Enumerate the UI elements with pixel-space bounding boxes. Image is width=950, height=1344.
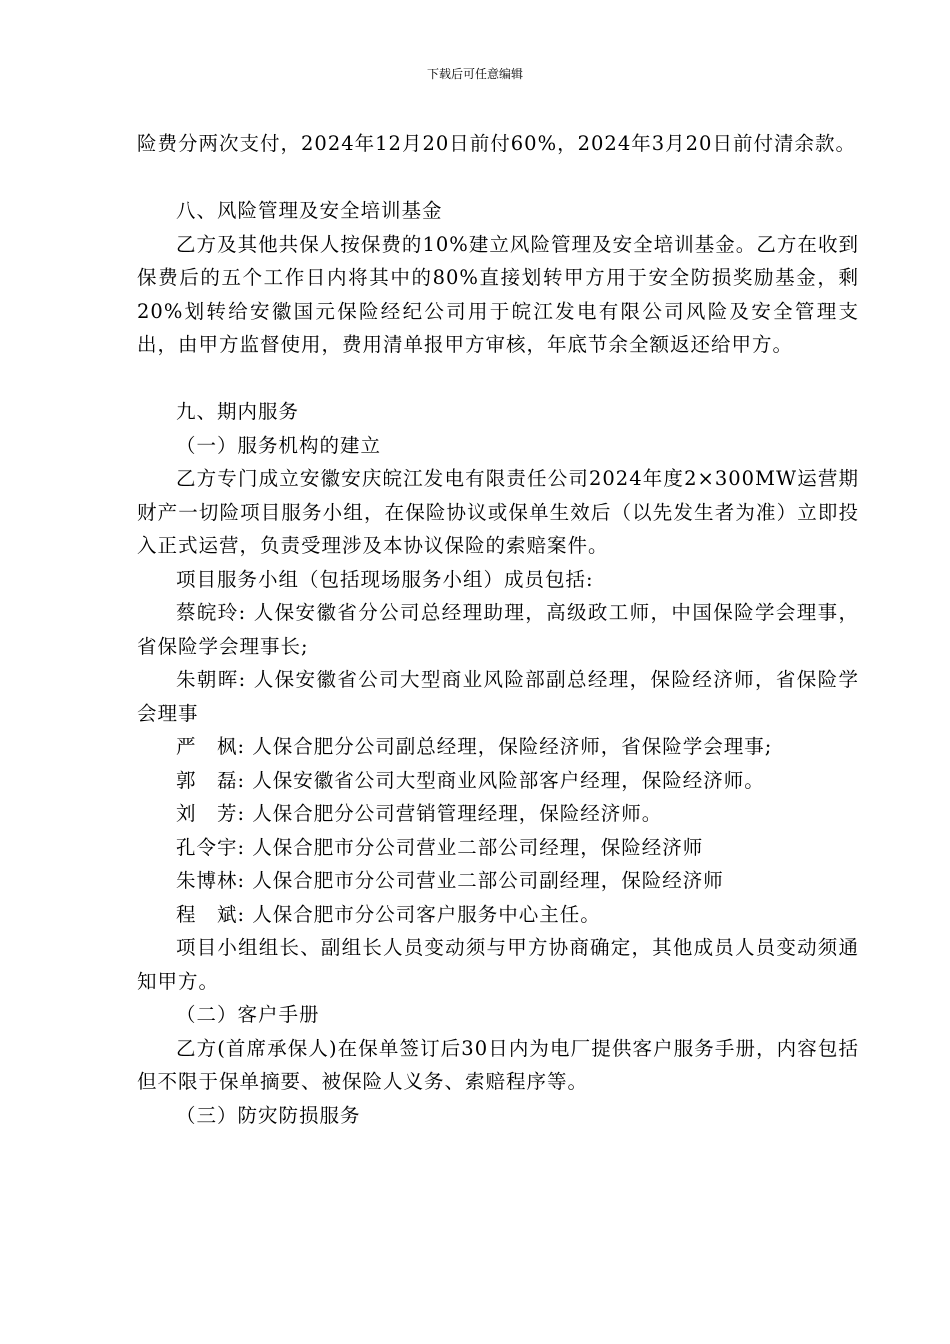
- paragraph: 八、风险管理及安全培训基金: [176, 199, 443, 222]
- paragraph: 刘 芳: 人保合肥分公司营销管理经理，保险经济师。: [176, 802, 663, 825]
- paragraph: 严 枫: 人保合肥分公司副总经理，保险经济师，省保险学会理事;: [176, 735, 773, 758]
- paragraph: 郭 磊: 人保安徽省公司大型商业风险部客户经理，保险经济师。: [176, 768, 765, 792]
- paragraph-gap: [137, 362, 859, 396]
- paragraph: 朱博林: 人保合肥市分公司营业二部公司副经理，保险经济师: [176, 869, 724, 892]
- paragraph: 乙方专门成立安徽安庆皖江发电有限责任公司2024年度2×300MW运营期财产一切险项目服务小组，在保险协议或保单生效后（以先发生者为准）立即投入正式运营，负责受理涉及本协议保险的索赔案件。: [137, 467, 859, 557]
- page-header: 下载后可任意编辑: [426, 67, 523, 81]
- paragraph: 九、期内服务: [176, 400, 300, 423]
- paragraph: 孔令宇: 人保合肥市分公司营业二部公司经理，保险经济师: [176, 835, 704, 859]
- paragraph-gap: [137, 161, 859, 195]
- paragraph: 蔡皖玲: 人保安徽省分公司总经理助理，高级政工师，中国保险学会理事，省保险学会理事长;: [137, 601, 859, 658]
- paragraph: 程 斌: 人保合肥市分公司客户服务中心主任。: [176, 902, 601, 926]
- paragraph: 乙方(首席承保人)在保单签订后30日内为电厂提供客户服务手册，内容包括但不限于保单摘要、被保险人义务、索赔程序等。: [137, 1036, 859, 1093]
- paragraph: 项目服务小组（包括现场服务小组）成员包括:: [176, 567, 594, 591]
- document-body: [137, 127, 859, 1132]
- paragraph: （一）服务机构的建立: [176, 433, 382, 457]
- paragraph: （二）客户手册: [176, 1003, 320, 1026]
- paragraph: 险费分两次支付，2024年12月20日前付60%，2024年3月20日前付清余款。: [137, 132, 856, 155]
- paragraph: 朱朝晖: 人保安徽省公司大型商业风险部副总经理，保险经济师，省保险学会理事: [137, 668, 859, 725]
- paragraph: 乙方及其他共保人按保费的10%建立风险管理及安全培训基金。乙方在收到保费后的五个工作日内将其中的80%直接划转甲方用于安全防损奖励基金，剩20%划转给安徽国元保险经纪公司用于皖江发电有限公司风险及安全管理支出，由甲方监督使用，费用清单报甲方审核，年底节余全额返还给甲方。: [137, 232, 859, 356]
- paragraph: 项目小组组长、副组长人员变动须与甲方协商确定，其他成员人员变动须通知甲方。: [137, 936, 859, 993]
- paragraph: （三）防灾防损服务: [176, 1103, 361, 1127]
